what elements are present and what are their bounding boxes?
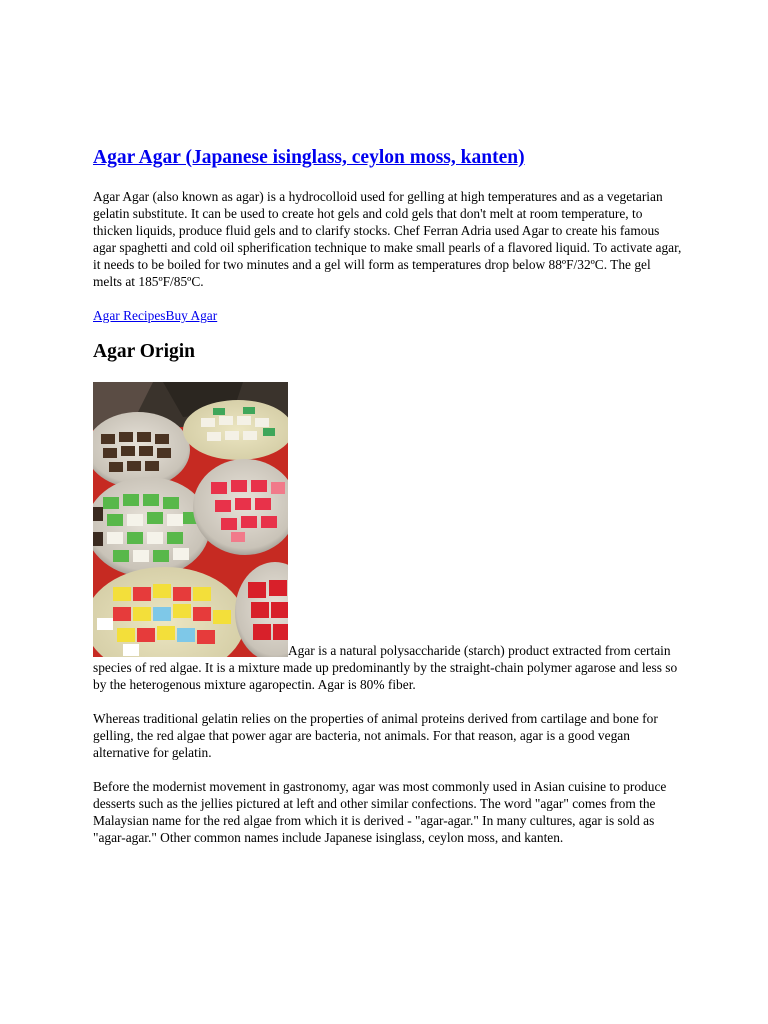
section-heading: Agar Origin (93, 341, 196, 362)
origin-paragraph-1: Agar is a natural polysaccharide (starch) product extracted from certain species of red algae. It is a mixture made up predominantly by the straight-chain polymer agarose and less so by the heterogenous mixture agaropectin. Agar is 80% fiber. (93, 643, 678, 692)
page-title (93, 147, 525, 169)
agar-recipes-link[interactable]: Agar Recipes (93, 308, 166, 323)
agar-jellies-photo (93, 382, 288, 657)
buy-agar-link[interactable]: Buy Agar (165, 308, 218, 323)
intro-paragraph: Agar Agar (also known as agar) is a hydrocolloid used for gelling at high temperatures and as a vegetarian gelatin substitute. It can be used to create hot gels and cold gels that don't melt at room temperature, to thicken liquids, produce fluid gels and to clarify stocks. Chef Ferran Adria used Agar to create his famous agar spaghetti and cold oil spherification technique to make small pearls of a flavored liquid. To activate agar, it needs to be boiled for two minutes and a gel will form as temperatures drop below 88ºF/32ºC. The gel melts at 185ºF/85ºC. (93, 189, 682, 289)
origin-paragraph-2: Whereas traditional gelatin relies on the properties of animal proteins derived from cartilage and bone for gelling, the red algae that power agar are bacteria, not animals. For that reason, agar is a good vegan alternative for gelatin. (93, 711, 658, 760)
title-link[interactable]: Agar Agar (Japanese isinglass, ceylon moss, kanten) (93, 147, 525, 168)
link-row (93, 307, 217, 325)
origin-paragraph-3: Before the modernist movement in gastronomy, agar was most commonly used in Asian cuisine to produce desserts such as the jellies pictured at left and other similar confections. The word "agar" comes from the Malaysian name for the red algae from which it is derived - "agar-agar." In many cultures, agar is sold as "agar-agar." Other common names include Japanese isinglass, ceylon moss, and kanten. (93, 779, 667, 845)
